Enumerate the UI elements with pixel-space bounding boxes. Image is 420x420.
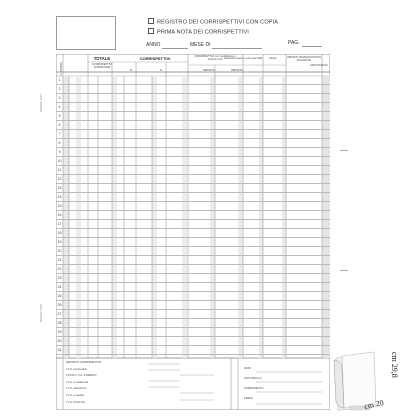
col-non-soggette-label: IMPORTI OPERAZIONI NON SOGGETTE bbox=[287, 56, 321, 62]
row-number: 16 bbox=[57, 213, 62, 217]
ledger-form bbox=[30, 8, 330, 410]
row-number: 26 bbox=[57, 303, 62, 307]
row-number: 12 bbox=[57, 177, 62, 181]
table-row[interactable] bbox=[56, 130, 330, 139]
row-number: 8 bbox=[58, 141, 61, 145]
footer-left-label: I.V.A. a credito bbox=[66, 393, 85, 397]
table-row[interactable] bbox=[56, 337, 330, 346]
table-row[interactable] bbox=[56, 202, 330, 211]
row-number: 13 bbox=[57, 186, 62, 190]
table-row[interactable] bbox=[56, 139, 330, 148]
row-number: 22 bbox=[57, 267, 62, 271]
row-number: 1 bbox=[58, 78, 61, 82]
col-pct-label: % bbox=[159, 69, 163, 72]
footer-right-label: VERSAMENTO bbox=[244, 386, 264, 390]
table-row[interactable] bbox=[56, 166, 330, 175]
col-corrispettivi-label: CORRISPETTIVI bbox=[139, 56, 171, 61]
logo-placeholder bbox=[56, 16, 116, 50]
table-row[interactable] bbox=[56, 76, 330, 85]
checkbox-icon[interactable] bbox=[148, 28, 154, 34]
col-importo-label: IMPORTO bbox=[230, 69, 243, 72]
col-importo-label: IMPORTO bbox=[202, 69, 215, 72]
margin-tick bbox=[340, 150, 348, 151]
col-totale-label: TOTALE bbox=[93, 56, 111, 61]
footer-left-label: I.V.A. detrazione bbox=[66, 386, 87, 391]
table-row[interactable] bbox=[56, 184, 330, 193]
table-row[interactable] bbox=[56, 292, 330, 301]
footer-left-label: TOTALI I.V.A. A DEBITO bbox=[66, 373, 97, 378]
pag-line[interactable] bbox=[302, 46, 322, 47]
row-number: 29 bbox=[57, 330, 62, 334]
table-row[interactable] bbox=[56, 265, 330, 274]
table-row[interactable] bbox=[56, 175, 330, 184]
row-number: 31 bbox=[57, 348, 62, 352]
row-number: 10 bbox=[57, 159, 62, 163]
table-row[interactable] bbox=[56, 193, 330, 202]
row-number: 23 bbox=[57, 276, 62, 280]
col-pct-label: % bbox=[129, 69, 133, 72]
table-row[interactable] bbox=[56, 148, 330, 157]
table-row[interactable] bbox=[56, 121, 330, 130]
anno-line[interactable] bbox=[162, 48, 188, 49]
table-row[interactable] bbox=[56, 85, 330, 94]
margin-tick bbox=[340, 270, 348, 271]
footer-right-label: CONTROLLO bbox=[244, 376, 262, 380]
dimension-height: cm 29,8 bbox=[390, 352, 399, 378]
checkbox-icon[interactable] bbox=[148, 18, 154, 24]
table-row[interactable] bbox=[56, 157, 330, 166]
row-number: 25 bbox=[57, 294, 62, 298]
table-row[interactable] bbox=[56, 229, 330, 238]
row-number: 18 bbox=[57, 231, 62, 235]
row-number: 17 bbox=[57, 222, 62, 226]
col-imposta-label: operazioni esenti o non imponibili bbox=[223, 57, 263, 60]
row-number: 20 bbox=[57, 249, 62, 253]
table-row[interactable] bbox=[56, 328, 330, 337]
table-row[interactable] bbox=[56, 301, 330, 310]
mese-label: MESE DI bbox=[190, 42, 211, 48]
table-row[interactable] bbox=[56, 247, 330, 256]
row-number: 11 bbox=[57, 168, 62, 172]
row-number: 27 bbox=[57, 312, 62, 316]
table-row[interactable] bbox=[56, 112, 330, 121]
table-row[interactable] bbox=[56, 220, 330, 229]
table-row[interactable] bbox=[56, 346, 330, 355]
table-row[interactable] bbox=[56, 274, 330, 283]
table-row[interactable] bbox=[56, 310, 330, 319]
margin-note-top: VERTICAL TEXT bbox=[40, 94, 43, 113]
table-row[interactable] bbox=[56, 94, 330, 103]
row-number: 6 bbox=[58, 123, 61, 127]
dimension-width: cm 20 bbox=[363, 398, 385, 411]
table-row[interactable] bbox=[56, 283, 330, 292]
table-row[interactable] bbox=[56, 103, 330, 112]
footer-right-label: DATA bbox=[244, 366, 252, 370]
table-row[interactable] bbox=[56, 238, 330, 247]
col-fatture-label: fatture bbox=[269, 57, 277, 60]
margin-note-bottom: VERTICAL TEXT bbox=[40, 304, 43, 323]
row-number: 15 bbox=[57, 204, 62, 208]
footer-left-label: I.V.A. in scadenza bbox=[66, 379, 89, 384]
row-number: 4 bbox=[58, 105, 61, 109]
row-number: 24 bbox=[57, 285, 62, 289]
row-number: 3 bbox=[58, 96, 61, 100]
row-number: 30 bbox=[57, 339, 62, 343]
row-number: 21 bbox=[57, 258, 62, 262]
col-annotazioni-label: ANNOTAZIONI bbox=[310, 64, 328, 67]
option-prima-nota[interactable]: PRIMA NOTA DEI CORRISPETTIVI bbox=[148, 28, 249, 36]
table-row[interactable] bbox=[56, 256, 330, 265]
option-registro[interactable]: REGISTRO DEI CORRISPETTIVI CON COPIA bbox=[148, 18, 278, 26]
col-imponibile-label: CORRISPETTIVI con ventilazione o scorporo IVA bbox=[194, 55, 236, 61]
table-row[interactable] bbox=[56, 319, 330, 328]
side-label-ordine: N. ORDINE bbox=[60, 62, 63, 76]
footer-right-label: FIRMA bbox=[244, 396, 253, 400]
row-number: 19 bbox=[57, 240, 62, 244]
col-totale-sub: CORRISPETTIVI GIORNALIERI bbox=[92, 63, 112, 69]
row-number: 14 bbox=[57, 195, 62, 199]
row-number: 7 bbox=[58, 132, 61, 136]
anno-label: ANNO bbox=[146, 42, 161, 48]
row-number: 2 bbox=[58, 87, 61, 91]
row-number: 28 bbox=[57, 321, 62, 325]
table-row[interactable] bbox=[56, 211, 330, 220]
footer-left-label: I.V.A. DOVUTA bbox=[66, 399, 85, 404]
pag-label: PAG. bbox=[288, 40, 300, 46]
row-number: 9 bbox=[58, 150, 61, 154]
row-number: 5 bbox=[58, 114, 61, 118]
footer-left-label: IMPORTO CORRISPETTIVI bbox=[66, 360, 102, 364]
footer-left-label: I.V.A. scorporata bbox=[66, 366, 87, 371]
mese-line[interactable] bbox=[212, 48, 262, 49]
footer-grid bbox=[56, 358, 330, 410]
